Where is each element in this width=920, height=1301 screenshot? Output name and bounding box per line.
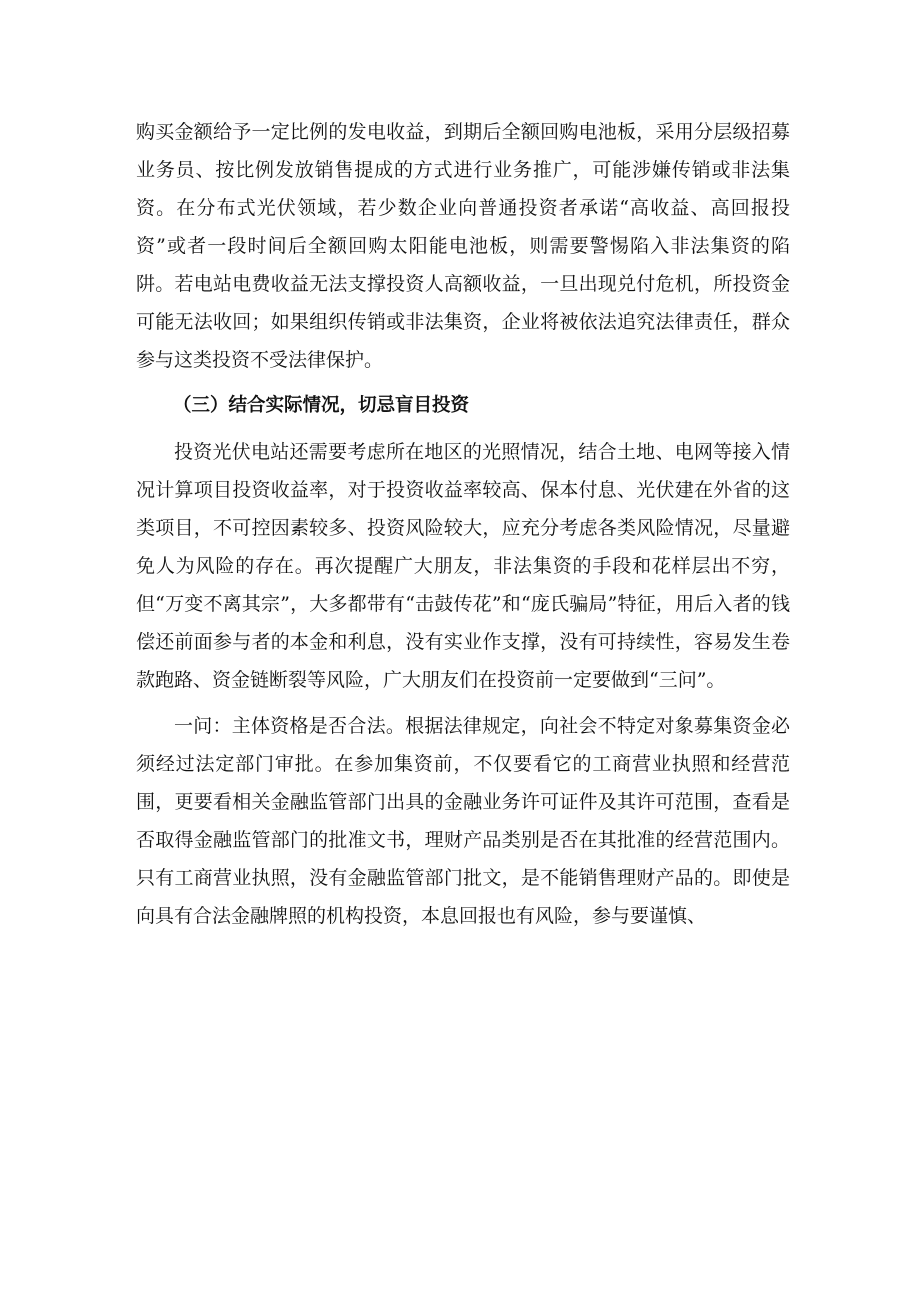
- paragraph-continued: 购买金额给予一定比例的发电收益，到期后全额回购电池板，采用分层级招募业务员、按比例发放销售提成的方式进行业务推广，可能涉嫌传销或非法集资。在分布式光伏领域，若少数企业向普通投资者承诺“高收益、高回报投资”或者一段时间后全额回购太阳能电池板，则需要警惕陷入非法集资的陷阱。若电站电费收益无法支撑投资人高额收益，一旦出现兑付危机，所投资金可能无法收回；如果组织传销或非法集资，企业将被依法追究法律责任，群众参与这类投资不受法律保护。: [136, 121, 790, 371]
- paragraph-gap: [136, 425, 790, 433]
- document-body: [136, 113, 790, 935]
- paragraph-gap: [136, 699, 790, 707]
- paragraph-gap: [136, 379, 790, 387]
- paragraph-investment-advice: 投资光伏电站还需要考虑所在地区的光照情况，结合土地、电网等接入情况计算项目投资收益率，对于投资收益率较高、保本付息、光伏建在外省的这类项目，不可控因素较多、投资风险较大，应充分考虑各类风险情况，尽量避免人为风险的存在。再次提醒广大朋友，非法集资的手段和花样层出不穷，但“万变不离其宗”，大多都带有“击鼓传花”和“庞氏骗局”特征，用后入者的钱偿还前面参与者的本金和利息，没有实业作支撑，没有可持续性，容易发生卷款跑路、资金链断裂等风险，广大朋友们在投资前一定要做到“三问”。: [136, 441, 790, 691]
- section-heading: （三）结合实际情况，切忌盲目投资: [173, 395, 470, 416]
- paragraph-first-question: 一问：主体资格是否合法。根据法律规定，向社会不特定对象募集资金必须经过法定部门审批。在参加集资前，不仅要看它的工商营业执照和经营范围，更要看相关金融监管部门出具的金融业务许可证件及其许可范围，查看是否取得金融监管部门的批准文书，理财产品类别是否在其批准的经营范围内。只有工商营业执照，没有金融监管部门批文，是不能销售理财产品的。即使是向具有合法金融牌照的机构投资，本息回报也有风险，参与要谨慎、: [136, 715, 790, 927]
